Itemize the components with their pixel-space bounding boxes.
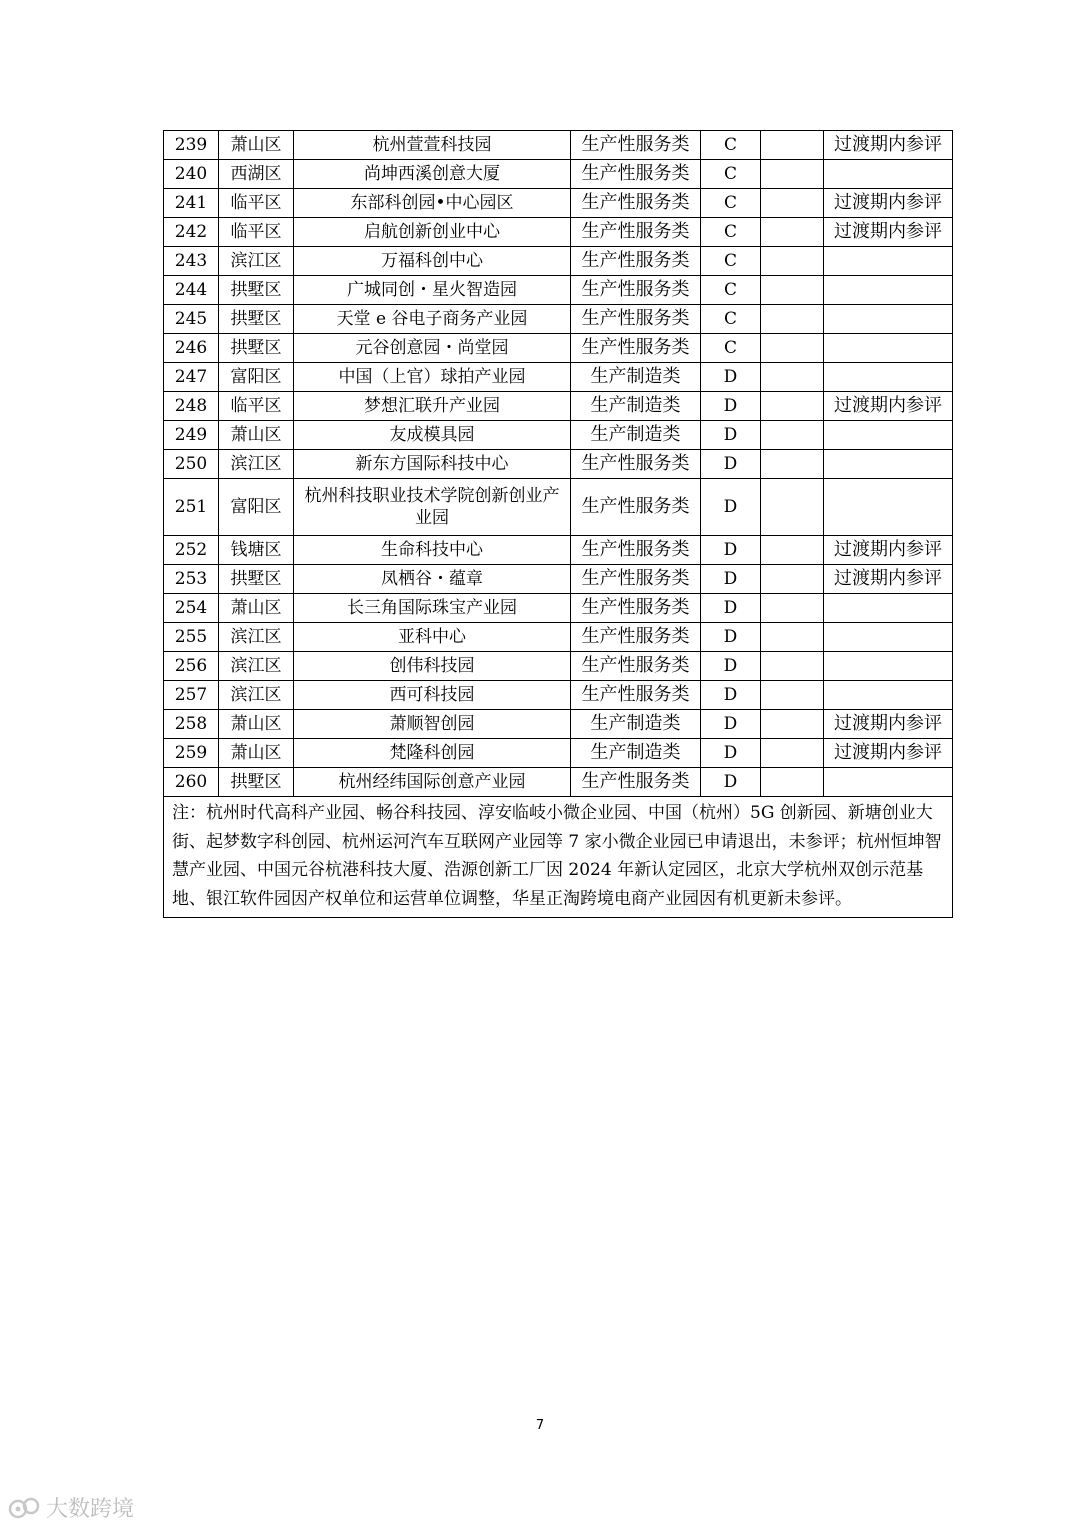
cell-park-name: 生命科技中心 xyxy=(294,536,571,565)
cell-district: 西湖区 xyxy=(219,160,294,189)
cell-park-name: 长三角国际珠宝产业园 xyxy=(294,594,571,623)
cell-grade: C xyxy=(701,305,761,334)
cell-district: 滨江区 xyxy=(219,623,294,652)
table-row xyxy=(164,623,953,652)
cell-number: 255 xyxy=(164,623,219,652)
table-row xyxy=(164,189,953,218)
cell-remark xyxy=(824,594,953,623)
cell-number: 258 xyxy=(164,710,219,739)
table-row xyxy=(164,421,953,450)
cell-grade: C xyxy=(701,131,761,160)
cell-park-name: 天堂 e 谷电子商务产业园 xyxy=(294,305,571,334)
cell-empty xyxy=(761,479,824,536)
cell-category: 生产性服务类 xyxy=(571,652,701,681)
watermark xyxy=(8,1492,134,1523)
cell-remark: 过渡期内参评 xyxy=(824,739,953,768)
cell-district: 拱墅区 xyxy=(219,276,294,305)
cell-empty xyxy=(761,450,824,479)
cell-park-name: 尚坤西溪创意大厦 xyxy=(294,160,571,189)
cell-district: 富阳区 xyxy=(219,479,294,536)
cell-number: 259 xyxy=(164,739,219,768)
cell-grade: D xyxy=(701,421,761,450)
cell-empty xyxy=(761,594,824,623)
cell-category: 生产制造类 xyxy=(571,710,701,739)
table-row xyxy=(164,334,953,363)
cell-category: 生产性服务类 xyxy=(571,334,701,363)
cell-district: 萧山区 xyxy=(219,594,294,623)
cell-grade: D xyxy=(701,681,761,710)
cell-grade: C xyxy=(701,218,761,247)
cell-park-name: 杭州科技职业技术学院创新创业产业园 xyxy=(294,479,571,536)
page-number: 7 xyxy=(535,1418,545,1433)
cell-category: 生产性服务类 xyxy=(571,160,701,189)
cell-number: 260 xyxy=(164,768,219,797)
cell-number: 253 xyxy=(164,565,219,594)
watermark-text: 大数跨境 xyxy=(46,1497,135,1522)
cell-grade: D xyxy=(701,479,761,536)
cell-district: 拱墅区 xyxy=(219,334,294,363)
cell-number: 245 xyxy=(164,305,219,334)
cell-park-name: 杭州萱萱科技园 xyxy=(294,131,571,160)
table-row xyxy=(164,305,953,334)
cell-grade: C xyxy=(701,189,761,218)
cell-empty xyxy=(761,305,824,334)
cell-empty xyxy=(761,623,824,652)
cell-category: 生产性服务类 xyxy=(571,450,701,479)
cell-empty xyxy=(761,421,824,450)
cell-number: 247 xyxy=(164,363,219,392)
table-row xyxy=(164,363,953,392)
cell-park-name: 杭州经纬国际创意产业园 xyxy=(294,768,571,797)
cell-remark xyxy=(824,768,953,797)
cell-park-name: 友成模具园 xyxy=(294,421,571,450)
cell-empty xyxy=(761,218,824,247)
cell-remark xyxy=(824,276,953,305)
cell-category: 生产制造类 xyxy=(571,363,701,392)
cell-empty xyxy=(761,392,824,421)
cell-remark xyxy=(824,160,953,189)
cell-district: 拱墅区 xyxy=(219,768,294,797)
cell-grade: C xyxy=(701,276,761,305)
cell-number: 241 xyxy=(164,189,219,218)
cell-number: 252 xyxy=(164,536,219,565)
cell-empty xyxy=(761,710,824,739)
cell-category: 生产性服务类 xyxy=(571,594,701,623)
cell-district: 钱塘区 xyxy=(219,536,294,565)
cell-district: 临平区 xyxy=(219,218,294,247)
table-row xyxy=(164,565,953,594)
cell-grade: C xyxy=(701,160,761,189)
table-row xyxy=(164,710,953,739)
cell-number: 249 xyxy=(164,421,219,450)
cell-grade: D xyxy=(701,392,761,421)
table-body xyxy=(164,131,953,918)
table-row xyxy=(164,160,953,189)
cell-number: 254 xyxy=(164,594,219,623)
note-row xyxy=(164,797,953,918)
cell-empty xyxy=(761,160,824,189)
cell-remark: 过渡期内参评 xyxy=(824,131,953,160)
table-row xyxy=(164,739,953,768)
park-evaluation-table xyxy=(163,130,953,918)
cell-district: 拱墅区 xyxy=(219,305,294,334)
cell-category: 生产性服务类 xyxy=(571,218,701,247)
cell-number: 257 xyxy=(164,681,219,710)
cell-grade: C xyxy=(701,334,761,363)
cell-remark: 过渡期内参评 xyxy=(824,189,953,218)
cell-remark xyxy=(824,623,953,652)
cell-category: 生产性服务类 xyxy=(571,305,701,334)
cell-park-name: 创伟科技园 xyxy=(294,652,571,681)
table-note: 注：杭州时代高科产业园、畅谷科技园、淳安临岐小微企业园、中国（杭州）5G 创新园、新塘创业大街、起梦数字科创园、杭州运河汽车互联网产业园等 7 家小微企业园已申请退出，未参评；杭州恒坤智慧产业园、中国元谷杭港科技大厦、浩源创新工厂因 2024 年新认定园区，北京大学杭州双创示范基地、银江软件园因产权单位和运营单位调整，华星正淘跨境电商产业园因有机更新未参评。 xyxy=(164,797,953,918)
table-row xyxy=(164,450,953,479)
cell-category: 生产性服务类 xyxy=(571,623,701,652)
cell-remark: 过渡期内参评 xyxy=(824,218,953,247)
table-row xyxy=(164,681,953,710)
table-row xyxy=(164,392,953,421)
cell-remark xyxy=(824,305,953,334)
cell-empty xyxy=(761,131,824,160)
cell-number: 243 xyxy=(164,247,219,276)
cell-number: 246 xyxy=(164,334,219,363)
table-row xyxy=(164,218,953,247)
cell-park-name: 东部科创园•中心园区 xyxy=(294,189,571,218)
cell-number: 240 xyxy=(164,160,219,189)
cell-grade: D xyxy=(701,623,761,652)
cell-number: 251 xyxy=(164,479,219,536)
cell-district: 临平区 xyxy=(219,189,294,218)
cell-remark: 过渡期内参评 xyxy=(824,565,953,594)
cell-grade: D xyxy=(701,450,761,479)
cell-grade: D xyxy=(701,565,761,594)
cell-number: 256 xyxy=(164,652,219,681)
cell-grade: D xyxy=(701,536,761,565)
table-row xyxy=(164,768,953,797)
cell-district: 临平区 xyxy=(219,392,294,421)
cell-empty xyxy=(761,739,824,768)
cell-empty xyxy=(761,276,824,305)
cell-remark xyxy=(824,421,953,450)
cell-category: 生产性服务类 xyxy=(571,131,701,160)
cell-remark xyxy=(824,334,953,363)
cell-remark xyxy=(824,681,953,710)
cell-category: 生产性服务类 xyxy=(571,247,701,276)
cell-park-name: 梵隆科创园 xyxy=(294,739,571,768)
cell-remark: 过渡期内参评 xyxy=(824,710,953,739)
cell-category: 生产制造类 xyxy=(571,739,701,768)
cell-grade: D xyxy=(701,363,761,392)
cell-empty xyxy=(761,768,824,797)
cell-remark xyxy=(824,479,953,536)
cell-category: 生产性服务类 xyxy=(571,768,701,797)
cell-category: 生产性服务类 xyxy=(571,276,701,305)
cell-park-name: 万福科创中心 xyxy=(294,247,571,276)
cell-empty xyxy=(761,189,824,218)
cell-number: 248 xyxy=(164,392,219,421)
cell-remark xyxy=(824,247,953,276)
cell-category: 生产制造类 xyxy=(571,421,701,450)
cell-category: 生产制造类 xyxy=(571,392,701,421)
cell-park-name: 萧顺智创园 xyxy=(294,710,571,739)
cell-category: 生产性服务类 xyxy=(571,479,701,536)
cell-park-name: 凤栖谷・蕴章 xyxy=(294,565,571,594)
cell-grade: D xyxy=(701,768,761,797)
cell-number: 250 xyxy=(164,450,219,479)
cell-grade: C xyxy=(701,247,761,276)
table-row xyxy=(164,536,953,565)
table-row xyxy=(164,247,953,276)
table-row xyxy=(164,652,953,681)
cell-empty xyxy=(761,681,824,710)
cell-remark xyxy=(824,652,953,681)
cell-empty xyxy=(761,565,824,594)
cell-district: 滨江区 xyxy=(219,247,294,276)
table-row xyxy=(164,276,953,305)
cell-remark: 过渡期内参评 xyxy=(824,536,953,565)
cell-park-name: 元谷创意园・尚堂园 xyxy=(294,334,571,363)
cell-category: 生产性服务类 xyxy=(571,681,701,710)
cell-category: 生产性服务类 xyxy=(571,565,701,594)
cell-district: 萧山区 xyxy=(219,131,294,160)
cell-grade: D xyxy=(701,710,761,739)
cell-category: 生产性服务类 xyxy=(571,536,701,565)
cell-number: 244 xyxy=(164,276,219,305)
watermark-logo-icon xyxy=(8,1495,42,1521)
cell-empty xyxy=(761,363,824,392)
cell-category: 生产性服务类 xyxy=(571,189,701,218)
cell-number: 239 xyxy=(164,131,219,160)
cell-grade: D xyxy=(701,594,761,623)
cell-park-name: 西可科技园 xyxy=(294,681,571,710)
cell-park-name: 中国（上官）球拍产业园 xyxy=(294,363,571,392)
cell-empty xyxy=(761,536,824,565)
cell-park-name: 亚科中心 xyxy=(294,623,571,652)
cell-park-name: 广城同创・星火智造园 xyxy=(294,276,571,305)
cell-park-name: 启航创新创业中心 xyxy=(294,218,571,247)
cell-district: 滨江区 xyxy=(219,681,294,710)
cell-district: 萧山区 xyxy=(219,710,294,739)
table-row xyxy=(164,131,953,160)
cell-district: 滨江区 xyxy=(219,450,294,479)
cell-park-name: 梦想汇联升产业园 xyxy=(294,392,571,421)
cell-grade: D xyxy=(701,739,761,768)
cell-district: 萧山区 xyxy=(219,739,294,768)
cell-remark xyxy=(824,363,953,392)
cell-district: 拱墅区 xyxy=(219,565,294,594)
cell-remark: 过渡期内参评 xyxy=(824,392,953,421)
cell-empty xyxy=(761,247,824,276)
cell-park-name: 新东方国际科技中心 xyxy=(294,450,571,479)
cell-number: 242 xyxy=(164,218,219,247)
cell-remark xyxy=(824,450,953,479)
table-row xyxy=(164,594,953,623)
cell-empty xyxy=(761,334,824,363)
cell-district: 富阳区 xyxy=(219,363,294,392)
cell-district: 萧山区 xyxy=(219,421,294,450)
cell-district: 滨江区 xyxy=(219,652,294,681)
table-row xyxy=(164,479,953,536)
cell-grade: D xyxy=(701,652,761,681)
cell-empty xyxy=(761,652,824,681)
